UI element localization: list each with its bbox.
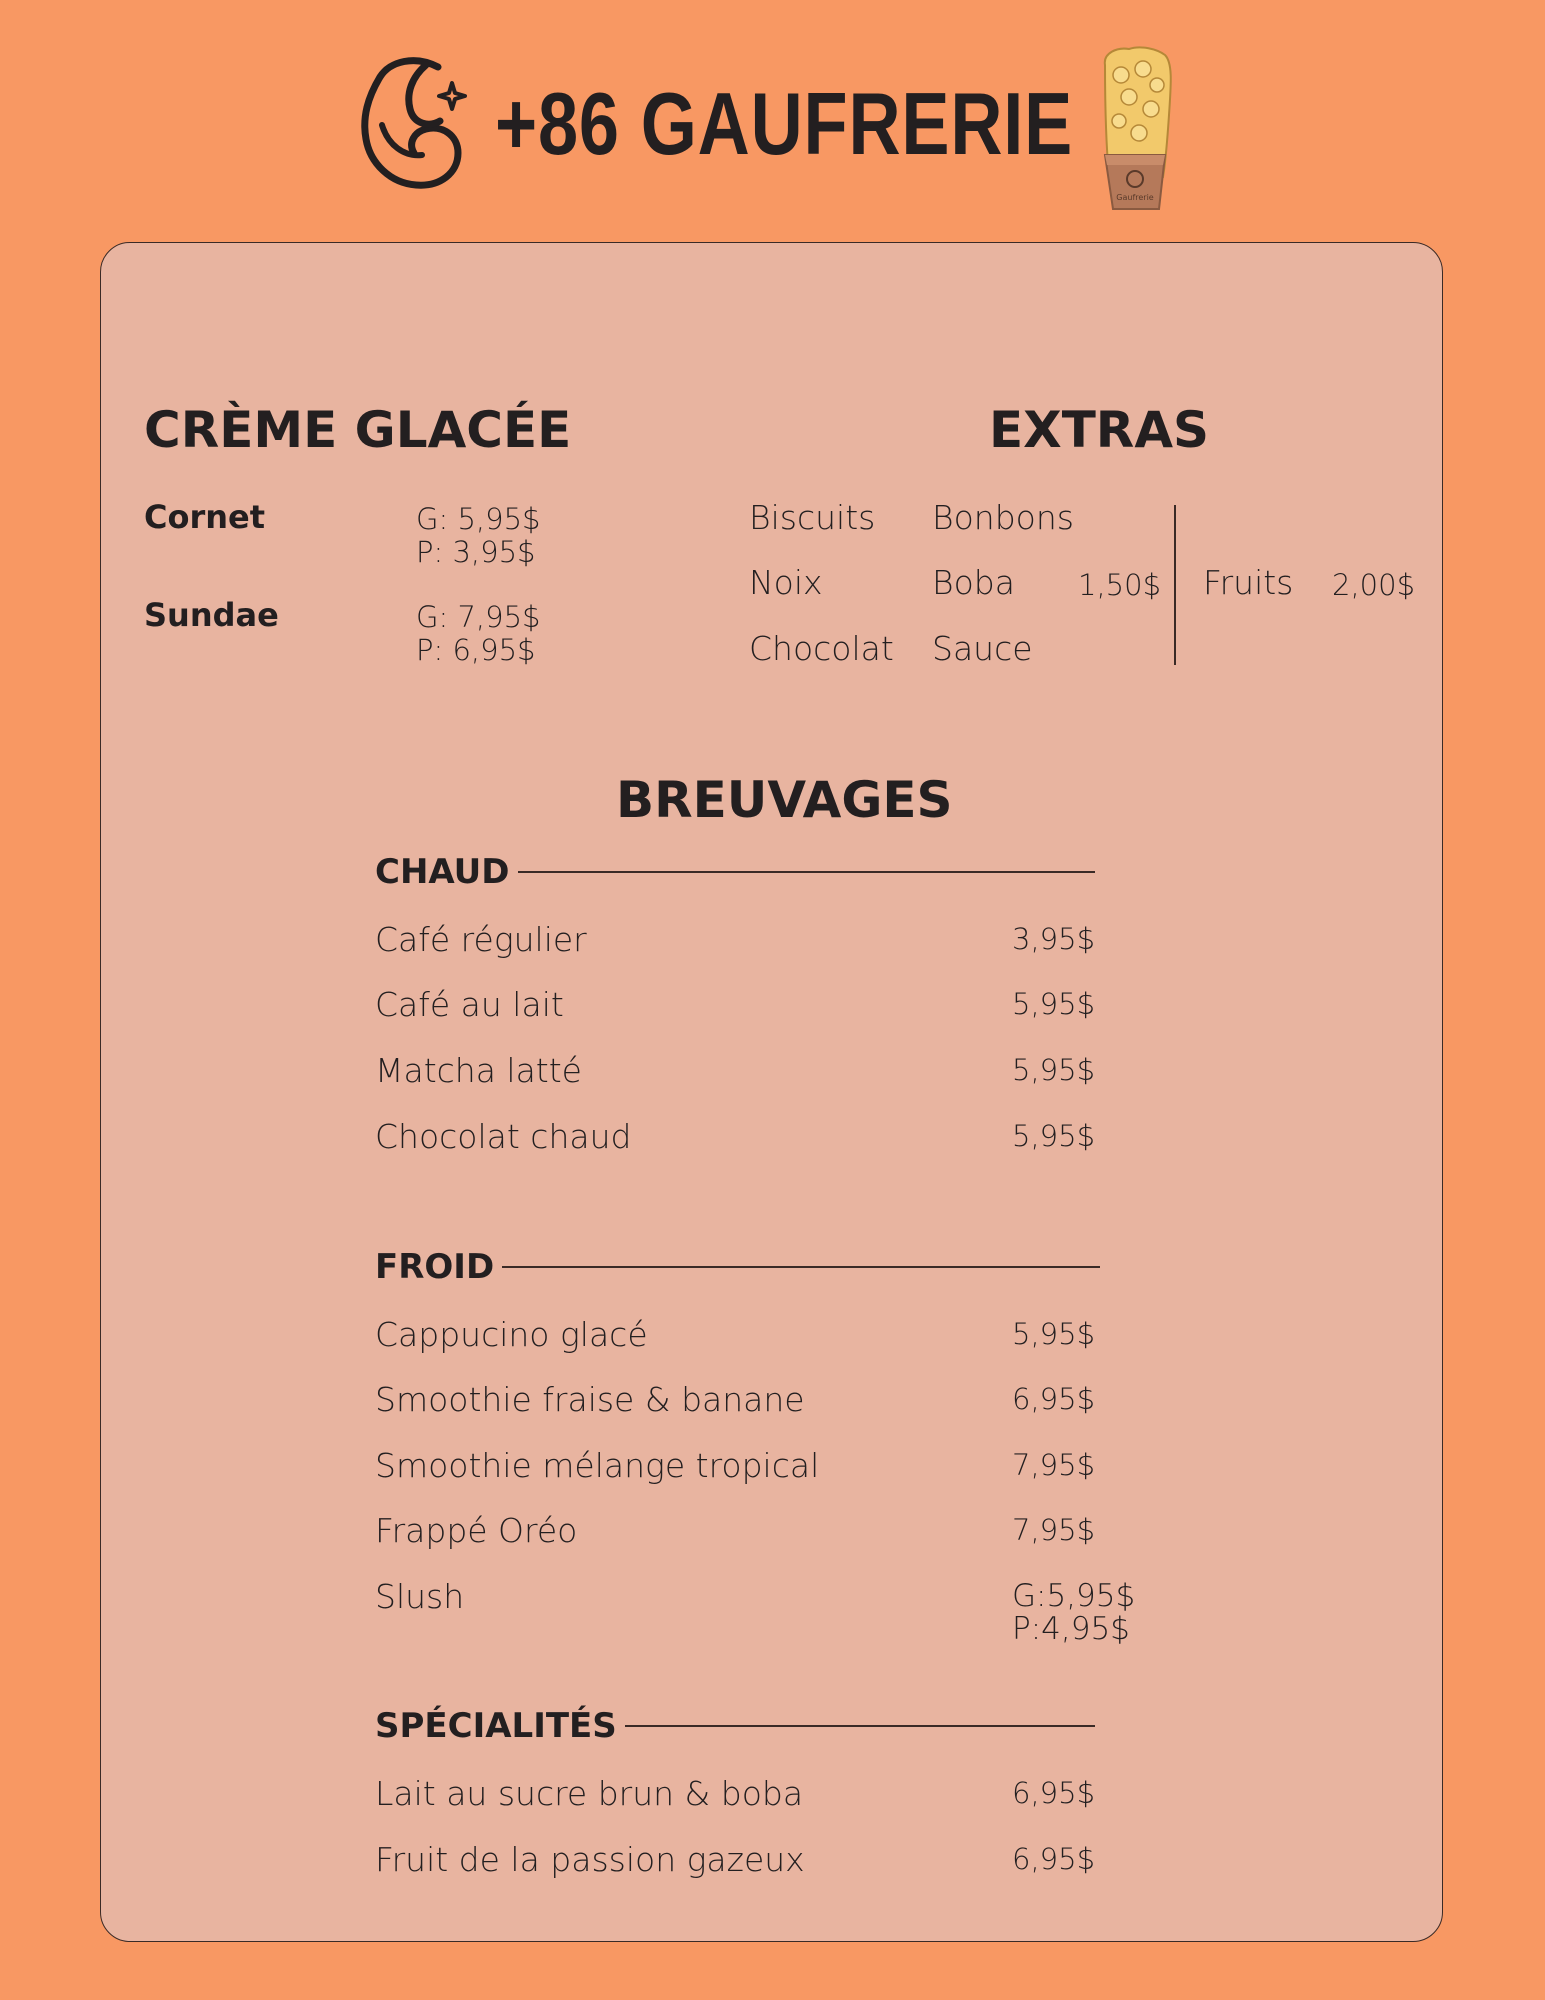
extras-group-price: 1,50$	[1078, 568, 1162, 602]
breuvages-title: BREUVAGES	[616, 771, 953, 829]
sundae-price-p: P: 6,95$	[416, 633, 536, 667]
sundae-price-g: G: 7,95$	[416, 600, 541, 634]
brand-logo-icon	[360, 55, 470, 195]
extra-biscuits: Biscuits	[749, 498, 876, 537]
chaud-rule	[518, 871, 1095, 873]
menu-item-price: 5,95$	[1012, 1317, 1096, 1351]
extra-boba: Boba	[932, 563, 1015, 602]
menu-item-name: Matcha latté	[375, 1051, 582, 1090]
chaud-heading	[375, 852, 1095, 892]
menu-item-price: 6,95$	[1012, 1382, 1096, 1416]
bubble-waffle-cup-icon	[1095, 45, 1175, 215]
menu-item-name: Café au lait	[375, 985, 564, 1024]
specialites-rule	[625, 1725, 1095, 1727]
menu-item-price: 3,95$	[1012, 922, 1096, 956]
cup-label: Gaufrerie	[1116, 193, 1154, 202]
menu-header	[0, 0, 1545, 230]
chaud-label: CHAUD	[375, 852, 510, 892]
slush-price-p: P:4,95$	[1012, 1611, 1130, 1647]
slush-price	[1012, 1580, 1135, 1646]
menu-item-name: Café régulier	[375, 920, 587, 959]
menu-item-name: Frappé Oréo	[375, 1511, 578, 1550]
menu-item-name: Lait au sucre brun & boba	[375, 1774, 804, 1813]
menu-item-name: Cappucino glacé	[375, 1315, 648, 1354]
cornet-name: Cornet	[144, 498, 266, 536]
slush-price-g: G:5,95$	[1012, 1578, 1136, 1614]
cornet-price-g: G: 5,95$	[416, 502, 541, 536]
extra-bonbons: Bonbons	[932, 498, 1074, 537]
menu-item-price: 5,95$	[1012, 987, 1096, 1021]
extras-divider	[1174, 505, 1176, 665]
specialites-label: SPÉCIALITÉS	[375, 1706, 617, 1746]
froid-heading	[375, 1247, 1100, 1287]
extra-chocolat: Chocolat	[749, 629, 894, 668]
creme-glacee-title: CRÈME GLACÉE	[144, 401, 572, 459]
menu-item-name: Smoothie fraise & banane	[375, 1380, 805, 1419]
menu-item-name: Slush	[375, 1577, 465, 1616]
menu-card	[100, 242, 1443, 1942]
extra-noix: Noix	[749, 563, 823, 602]
specialites-heading	[375, 1706, 1095, 1746]
menu-item-price: 5,95$	[1012, 1053, 1096, 1087]
extras-title: EXTRAS	[989, 401, 1210, 459]
brand-title: +86 GAUFRERIE	[495, 74, 1074, 173]
froid-label: FROID	[375, 1247, 495, 1287]
froid-rule	[502, 1266, 1100, 1268]
sundae-name: Sundae	[144, 596, 279, 634]
extra-fruits: Fruits	[1203, 563, 1294, 602]
menu-item-price: 6,95$	[1012, 1842, 1096, 1876]
menu-item-name: Fruit de la passion gazeux	[375, 1840, 805, 1879]
cornet-price-p: P: 3,95$	[416, 535, 536, 569]
menu-item-price: 7,95$	[1012, 1448, 1096, 1482]
menu-item-price: 7,95$	[1012, 1513, 1096, 1547]
extra-sauce: Sauce	[932, 629, 1033, 668]
menu-item-price: 6,95$	[1012, 1776, 1096, 1810]
menu-item-price: 5,95$	[1012, 1119, 1096, 1153]
cornet-price	[416, 503, 540, 569]
menu-item-name: Chocolat chaud	[375, 1117, 632, 1156]
sundae-price	[416, 601, 540, 667]
fruits-price: 2,00$	[1332, 568, 1416, 602]
menu-item-name: Smoothie mélange tropical	[375, 1446, 820, 1485]
